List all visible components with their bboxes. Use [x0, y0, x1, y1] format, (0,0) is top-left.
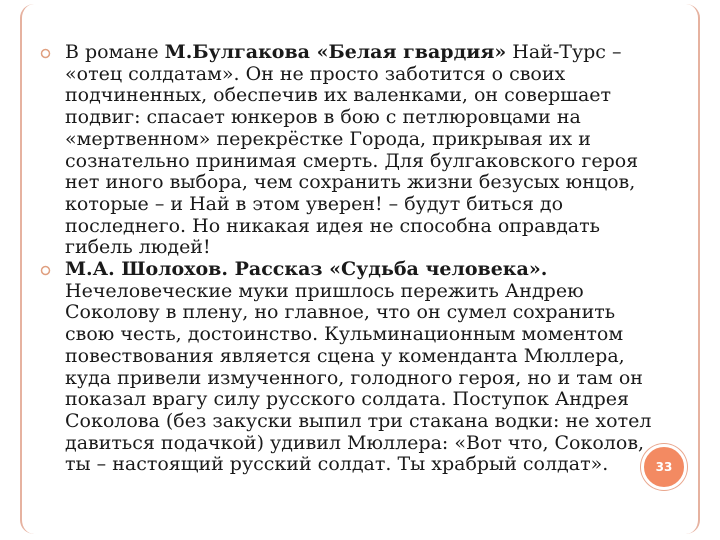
page-number-badge: 33 — [641, 444, 687, 490]
bullet-text-intro: В романе — [65, 41, 165, 63]
bullet-text-body: Нечеловеческие муки пришлось пережить Андрею Соколову в плену, но главное, что он сумел сохранить свою честь, достоинство. Кульминационным моментом повествования является сцена у коменданта Мюллера, куда привели измученного, голодного героя, но и там он показал врагу силу русского солдата. Поступок Андрея Соколова (без закуски выпил три стакана водки: не хотел давиться подачкой) удивил Мюллера: «Вот что, Соколов, ты – настоящий русский солдат. Ты храбрый солдат». — [65, 279, 652, 476]
bullet-item-bulgakov — [40, 42, 670, 259]
slide-content — [40, 42, 670, 476]
bullet-item-sholokhov — [40, 259, 670, 476]
bullet-text-bold: М.Булгакова «Белая гвардия» — [164, 41, 507, 63]
bullet-text-bold: М.А. Шолохов. Рассказ «Судьба человека». — [65, 258, 548, 281]
bullet-text — [65, 259, 670, 476]
bullet-text — [65, 42, 670, 259]
bullet-ring-icon — [40, 265, 51, 276]
bullet-text-body: Най-Турс – «отец солдатам». Он не просто заботится о своих подчиненных, обеспечив их валенками, он совершает подвиг: спасает юнкеров в бою с петлюровцами на «мертвенном» перекрёстке Города, прикрывая их и сознательно принимая смерть. Для булгаковского героя нет иного выбора, чем сохранить жизни безусых юнцов, которые – и Най в этом уверен! – будут биться до последнего. Но никакая идея не способна оправдать гибель людей! — [65, 41, 639, 259]
bullet-ring-icon — [40, 48, 51, 59]
